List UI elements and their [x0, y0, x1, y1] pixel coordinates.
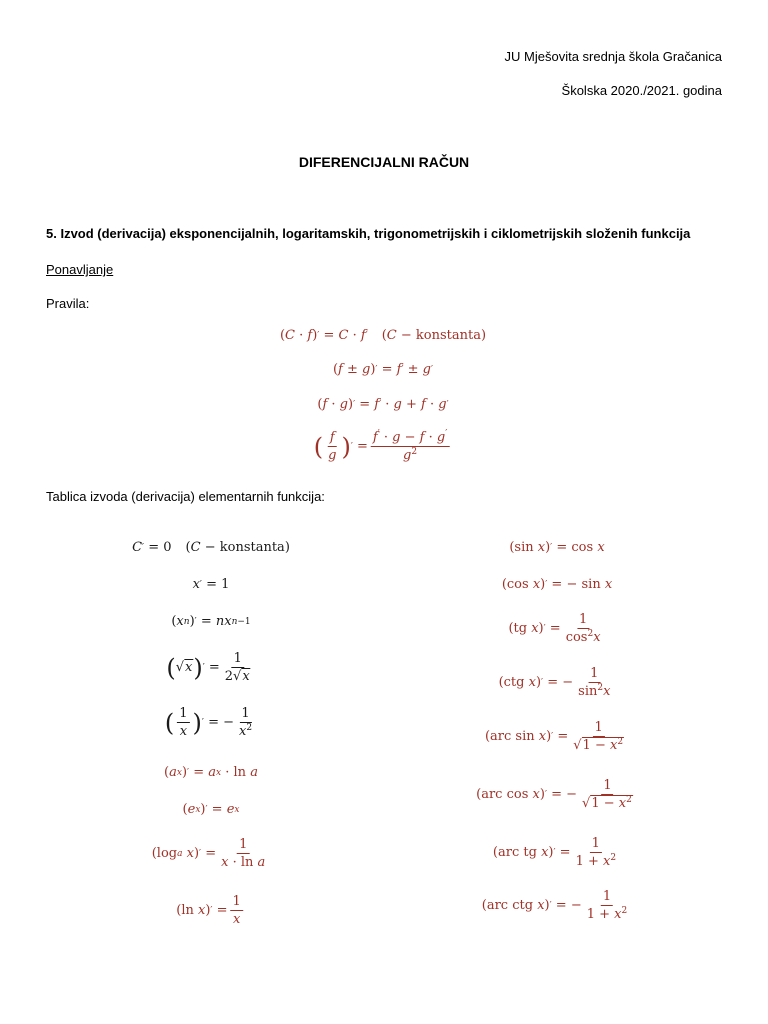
- deriv-arctg: ( arc tg x ) ′ = $\frac{1}{1 + x^2}$: [492, 836, 617, 869]
- table-label: Tablica izvoda (derivacija) elementarnih funkcija:: [46, 489, 325, 504]
- deriv-cos: ( cos x ) ′ = − sin x: [501, 577, 613, 592]
- rule-sum: ( f ± g ) ′ = f ′ ± g ′: [332, 362, 434, 377]
- school-name: JU Mješovita srednja škola Gračanica: [504, 49, 722, 64]
- deriv-tg: ( tg x ) ′ = $\frac{1}{\cos^2x}$: [508, 612, 601, 645]
- rule-constant-factor: ( C · f ) ′ = C · f ′ ( C − konstanta ): [279, 328, 487, 343]
- deriv-constant: C ′ = 0 ( C − konstanta ): [132, 540, 290, 555]
- deriv-log-a: ( log a x ) ′ = $\frac{1}{\text{x · ln a}}$: [151, 837, 266, 870]
- log-fn: log: [156, 845, 178, 861]
- deriv-power: ( x n ) ′ = nx n−1: [171, 614, 251, 629]
- arccos-fn: arc cos: [481, 786, 529, 802]
- school-year: Školska 2020./2021. godina: [561, 83, 722, 98]
- ln-fn-2: ln: [240, 855, 254, 870]
- ln-fn-3: ln: [181, 902, 194, 918]
- left-const-note: konstanta: [219, 540, 285, 555]
- deriv-reciprocal: ( $\frac{1}{x}$ ) ′ = − $\frac{1}{x^2}$: [164, 706, 253, 739]
- rule-quotient: ( $\frac{f}{g}$ ) ′ = $\frac{f' \cdot g - f \cdot g'}{g^2}$: [313, 429, 448, 463]
- ctg-fn: ctg: [503, 674, 525, 690]
- arcsin-fn: arc sin: [490, 728, 535, 744]
- ln-fn: ln: [233, 765, 247, 780]
- tg-fn: tg: [513, 620, 528, 636]
- deriv-x: x ′ = 1: [192, 577, 230, 592]
- arctg-fn: arc tg: [497, 844, 537, 860]
- section-heading: 5. Izvod (derivacija) eksponencijalnih, logaritamskih, trigonometrijskih i ciklometrijskih složenih funkcija: [46, 226, 691, 241]
- deriv-arcsin: ( arc sin x ) ′ = $\frac{1}{√1 - x^2}$: [484, 720, 624, 753]
- page-title: DIFERENCIJALNI RAČUN: [298, 154, 470, 170]
- deriv-ln: ( ln x ) ′ = $\frac{1}{x}$: [176, 894, 241, 927]
- ponavljanje-label: Ponavljanje: [46, 262, 114, 277]
- deriv-arccos: ( arc cos x ) ′ = − $\frac{1}{√1 - x^2}$: [476, 778, 632, 811]
- arcctg-fn: arc ctg: [486, 897, 534, 913]
- cos-fn: cos: [571, 540, 594, 555]
- deriv-sin: ( sin x ) ′ = cos x: [509, 540, 605, 555]
- cos-fn-2: cos: [506, 577, 529, 592]
- pravila-label: Pravila:: [46, 296, 90, 311]
- deriv-exp-a: ( a x ) ′ = a x · ln a: [164, 765, 258, 780]
- sin-fn: sin: [514, 540, 534, 555]
- rule-product: ( f · g ) ′ = f ′ · g + f · g ′: [317, 397, 449, 412]
- deriv-arcctg: ( arc ctg x ) ′ = − $\frac{1}{1 + x^2}$: [481, 889, 628, 922]
- cos-fn-3: cos: [565, 630, 588, 645]
- sin-fn-2: sin: [581, 577, 601, 592]
- sin-fn-3: sin: [578, 684, 598, 699]
- deriv-ctg: ( ctg x ) ′ = − $\frac{1}{\sin^2x}$: [498, 666, 611, 699]
- deriv-sqrt: ( √ x ) ′ = $\frac{1}{2√x}$: [166, 651, 250, 684]
- deriv-exp-e: ( e x ) ′ = e x: [182, 802, 240, 817]
- rule-const-note: konstanta: [415, 328, 481, 343]
